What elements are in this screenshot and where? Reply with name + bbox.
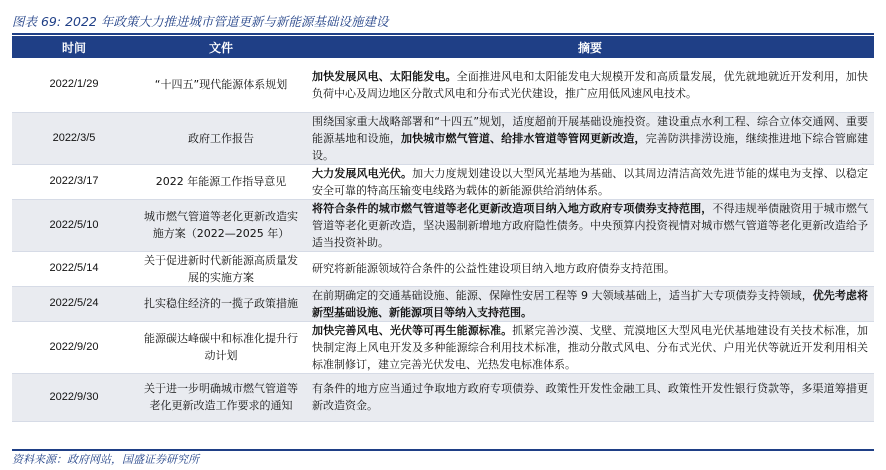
summary-segment: 完善防洪排涝设施，继续推进地下综合管廊建设。 [312,131,869,162]
table-row [12,199,874,251]
row-summary [306,58,874,112]
row-document: 能源碳达峰碳中和标准化提升行动计划 [136,321,306,373]
table-row [12,58,874,112]
row-summary [306,164,874,199]
figure-title: 图表 69: 2022 年政策大力推进城市管道更新与新能源基础设施建设 [12,14,389,29]
row-date: 2022/5/14 [12,251,136,286]
row-date: 2022/3/5 [12,112,136,164]
summary-segment: 抓紧完善沙漠、戈壁、荒漠地区大型风电光伏基地建设有关技术标准，加快制定海上风电开发及多种能源综合利用技术标准，推动分散式风电、分布式光伏、户用光伏等就近开发利用相关标准制修订，建立完善光伏发电、光热发电标准体系。 [312,323,868,371]
summary-bold-segment: 将符合条件的城市燃气管道等老化更新改造项目纳入地方政府专项债券支持范围， [312,201,713,215]
summary-segment: 全面推进风电和太阳能发电大规模开发和高质量发展，优先就地就近开发利用，加快负荷中心及周边地区分散式风电和分布式光伏建设，推广应用低风速风电技术。 [312,69,868,100]
summary-segment: 在前期确定的交通基础设施、能源、保障性安居工程等 9 大领域基础上，适当扩大专项债券支持领域， [312,288,813,302]
row-summary [306,251,874,286]
table-row [12,164,874,199]
summary-bold-segment: 优先考虑将新型基础设施、新能源项目等纳入支持范围。 [312,288,868,319]
row-document: 扎实稳住经济的一揽子政策措施 [136,286,306,321]
row-summary [306,373,874,421]
row-date: 2022/1/29 [12,58,136,112]
row-document: 政府工作报告 [136,112,306,164]
summary-segment: 不得违规举债融资用于城市燃气管道等老化更新改造，坚决遏制新增地方政府隐性债务。中央预算内投资视情对城市燃气管道等老化更新改造给予适当投资补助。 [312,201,868,249]
summary-bold-segment: 加快发展风电、太阳能发电。 [312,69,457,83]
row-document: 关于促进新时代新能源高质量发展的实施方案 [136,251,306,286]
row-date: 2022/3/17 [12,164,136,199]
policy-table [12,36,874,422]
summary-segment: 有条件的地方应当通过争取地方政府专项债券、政策性开发性金融工具、政策性开发性银行贷款等，多渠道筹措更新改造资金。 [312,382,868,412]
column-header-summary: 摘要 [306,36,874,58]
row-document: “十四五”现代能源体系规划 [136,58,306,112]
row-date: 2022/9/30 [12,373,136,421]
table-row [12,286,874,321]
row-summary [306,112,874,164]
table-row [12,112,874,164]
row-summary [306,321,874,373]
row-date: 2022/5/24 [12,286,136,321]
column-header-document: 文件 [136,36,306,58]
summary-segment: 围绕国家重大战略部署和“十四五”规划，适度超前开展基础设施投资。建设重点水利工程、综合立体交通网、重要能源基地和设施， [312,114,868,145]
table-header-row [12,36,874,58]
table-row [12,251,874,286]
row-summary [306,199,874,251]
summary-bold-segment: 加快城市燃气管道、给排水管道等管网更新改造， [400,131,646,145]
table-row [12,321,874,373]
summary-segment: 加大力度规划建设以大型风光基地为基础、以其周边清洁高效先进节能的煤电为支撑、以稳定安全可靠的特高压输变电线路为载体的新能源供给消纳体系。 [312,166,869,197]
column-header-date: 时间 [12,36,136,58]
row-summary [306,286,874,321]
table-row [12,373,874,421]
source-note: 资料来源：政府网站，国盛证券研究所 [12,453,199,466]
summary-bold-segment: 大力发展风电光伏。 [312,166,413,180]
row-document: 关于进一步明确城市燃气管道等老化更新改造工作要求的通知 [136,373,306,421]
row-document: 2022 年能源工作指导意见 [136,164,306,199]
summary-segment: 研究将新能源领域符合条件的公益性建设项目纳入地方政府债券支持范围。 [312,262,675,275]
row-date: 2022/9/20 [12,321,136,373]
row-document: 城市燃气管道等老化更新改造实施方案（2022—2025 年） [136,199,306,251]
row-date: 2022/5/10 [12,199,136,251]
top-rule [12,33,874,35]
summary-bold-segment: 加快完善风电、光伏等可再生能源标准。 [312,323,513,337]
